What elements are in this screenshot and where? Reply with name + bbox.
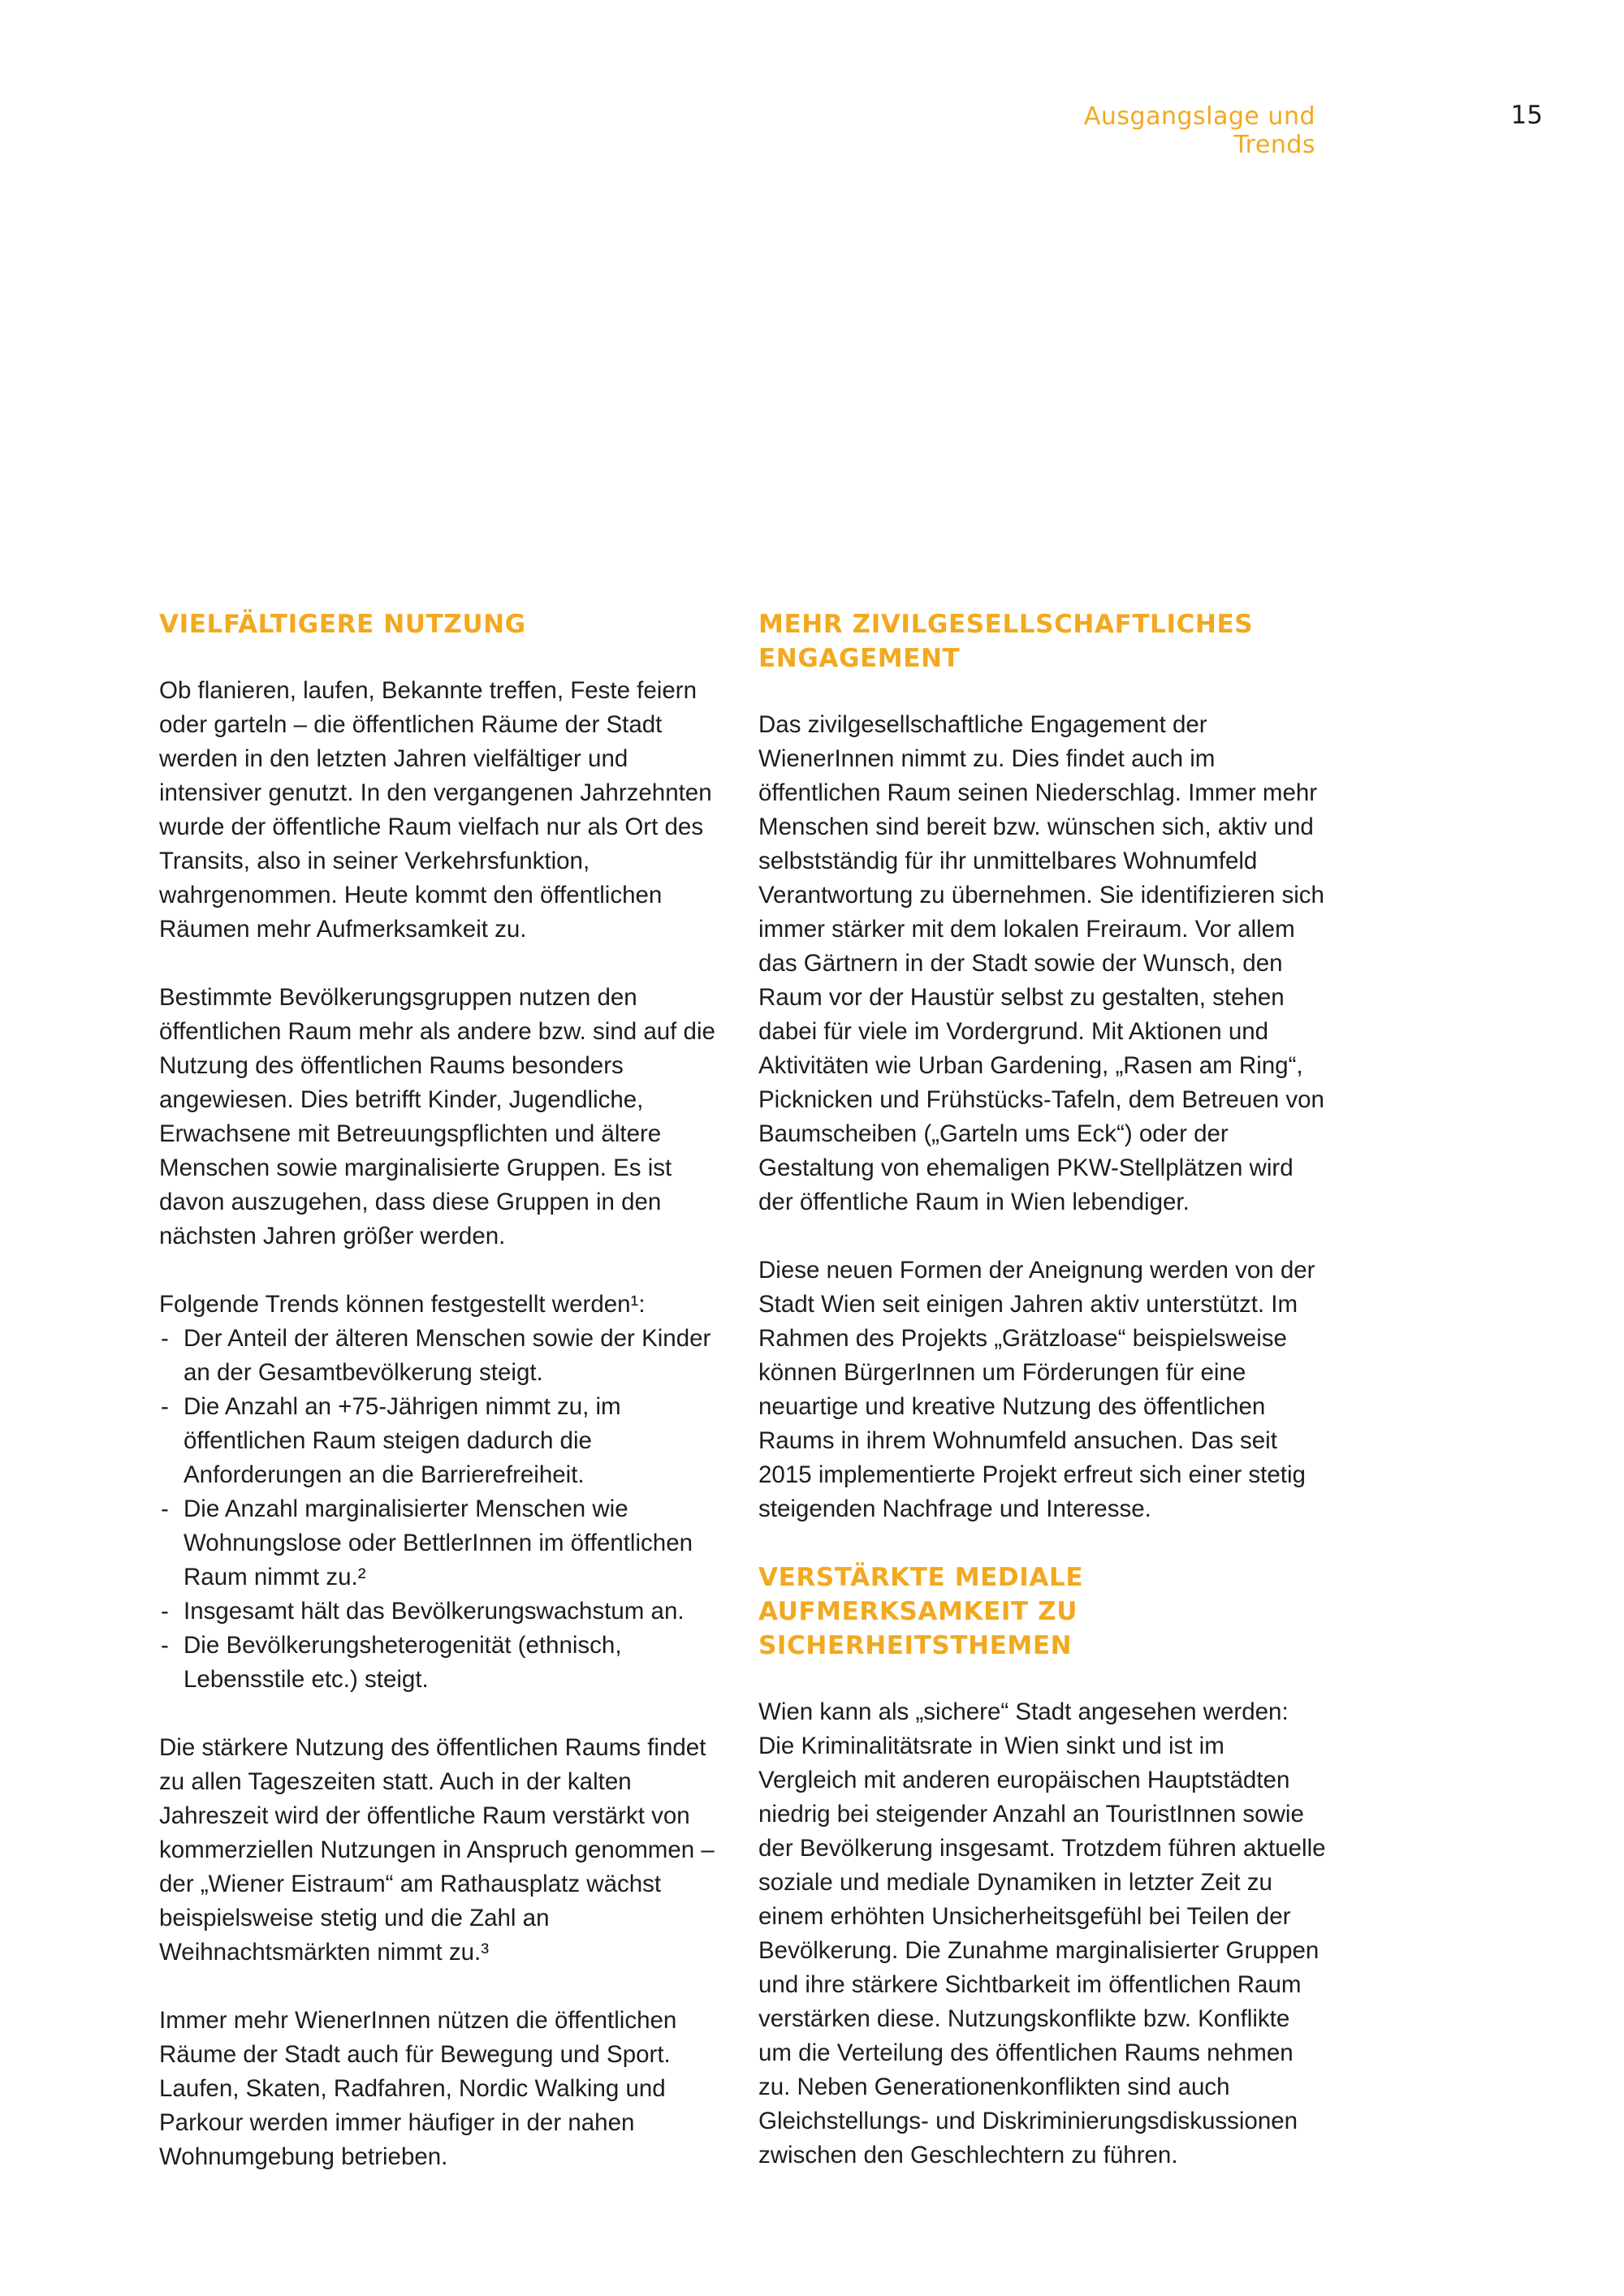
paragraph: Bestimmte Bevölkerungsgruppen nutzen den öffentlichen Raum mehr als andere bzw. sind auf die Nutzung des öffentlichen Raums besonders angewiesen. Dies betrifft Kinder, Jugendliche, Erwachsene mit Betreuungspflichten und ältere Menschen sowie marginalisierte Gruppen. Es ist davon auszugehen, dass diese Gruppen in den nächsten Jahren größer werden.	[159, 984, 715, 1249]
list-item: - Insgesamt hält das Bevölkerungswachstum an.	[159, 1595, 728, 1629]
list-item: - Der Anteil der älteren Menschen sowie der Kinder an der Gesamtbevölkerung steigt.	[159, 1322, 728, 1390]
right-column	[758, 607, 1327, 2207]
paragraph: Immer mehr WienerInnen nützen die öffentlichen Räume der Stadt auch für Bewegung und Sport. Laufen, Skaten, Radfahren, Nordic Walking und Parkour werden immer häufiger in der nahen Wohnumgebung betrieben.	[159, 2007, 677, 2170]
paragraph: Diese neuen Formen der Aneignung werden von der Stadt Wien seit einigen Jahren aktiv unterstützt. Im Rahmen des Projekts „Grätzloase“ beispielsweise können BürgerInnen um Förderungen für eine neuartige und kreative Nutzung des öffentlichen Raums in ihrem Wohnumfeld ansuchen. Das seit 2015 implementierte Projekt erfreut sich einer stetig steigenden Nachfrage und Interesse.	[758, 1257, 1315, 1522]
trends-intro: Folgende Trends können festgestellt werden¹:	[159, 1291, 646, 1318]
left-column	[159, 607, 728, 2208]
heading-vielfaeltigere-nutzung: VIELFÄLTIGERE NUTZUNG	[159, 610, 526, 639]
paragraph: Ob flanieren, laufen, Bekannte treffen, Feste feiern oder garteln – die öffentlichen Räume der Stadt werden in den letzten Jahren vielfältiger und intensiver genutzt. In den vergangenen Jahrzehnten wurde der öffentliche Raum vielfach nur als Ort des Transits, also in seiner Verkehrsfunktion, wahrgenommen. Heute kommt den öffentlichen Räumen mehr Aufmerksamkeit zu.	[159, 677, 712, 943]
list-item: - Die Bevölkerungsheterogenität (ethnisch, Lebensstile etc.) steigt.	[159, 1629, 728, 1697]
paragraph: Die stärkere Nutzung des öffentlichen Raums findet zu allen Tageszeiten statt. Auch in der kalten Jahreszeit wird der öffentliche Raum verstärkt von kommerziellen Nutzungen in Anspruch genommen – der „Wiener Eistraum“ am Rathausplatz wächst beispielsweise stetig und die Zahl an Weihnachtsmärkten nimmt zu.³	[159, 1734, 715, 1966]
paragraph: Das zivilgesellschaftliche Engagement der WienerInnen nimmt zu. Dies findet auch im öffentlichen Raum seinen Niederschlag. Immer mehr Menschen sind bereit bzw. wünschen sich, aktiv und selbstständig für ihr unmittelbares Wohnumfeld Verantwortung zu übernehmen. Sie identifizieren sich immer stärker mit dem lokalen Freiraum. Vor allem das Gärtnern in der Stadt sowie der Wunsch, den Raum vor der Haustür selbst zu gestalten, stehen dabei für viele im Vordergrund. Mit Aktionen und Aktivitäten wie Urban Gardening, „Rasen am Ring“, Picknicken und Frühstücks-Tafeln, dem Betreuen von Baumscheiben („Garteln ums Eck“) oder der Gestaltung von ehemaligen PKW-Stellplätzen wird der öffentliche Raum in Wien lebendiger.	[758, 711, 1324, 1215]
heading-zivilgesellschaftliches-engagement: MEHR ZIVILGESELLSCHAFTLICHES ENGAGEMENT	[758, 610, 1254, 673]
paragraph: Wien kann als „sichere“ Stadt angesehen werden: Die Kriminalitätsrate in Wien sinkt und ist im Vergleich mit anderen europäischen Hauptstädten niedrig bei steigender Anzahl an TouristInnen sowie der Bevölkerung insgesamt. Trotzdem führen aktuelle soziale und mediale Dynamiken in letzter Zeit zu einem erhöhten Unsicherheitsgefühl bei Teilen der Bevölkerung. Die Zunahme marginalisierter Gruppen und ihre stärkere Sichtbarkeit im öffentlichen Raum verstärken diese. Nutzungskonflikte bzw. Konflikte um die Verteilung des öffentlichen Raums nehmen zu. Neben Generationenkonflikten sind auch Gleichstellungs- und Diskriminierungsdiskussionen zwischen den Geschlechtern zu führen.	[758, 1698, 1326, 2169]
running-head-section-title: Ausgangslage und Trends	[1083, 102, 1315, 159]
list-item: - Die Anzahl marginalisierter Menschen wie Wohnungslose oder BettlerInnen im öffentlichen Raum nimmt zu.²	[159, 1492, 728, 1595]
trends-list	[159, 1322, 728, 1697]
list-item: - Die Anzahl an +75-Jährigen nimmt zu, im öffentlichen Raum steigen dadurch die Anforderungen an die Barrierefreiheit.	[159, 1390, 728, 1492]
heading-mediale-aufmerksamkeit: VERSTÄRKTE MEDIALE AUFMERKSAMKEIT ZU SICHERHEITSTHEMEN	[758, 1563, 1084, 1660]
page-number: 15	[1510, 101, 1543, 130]
